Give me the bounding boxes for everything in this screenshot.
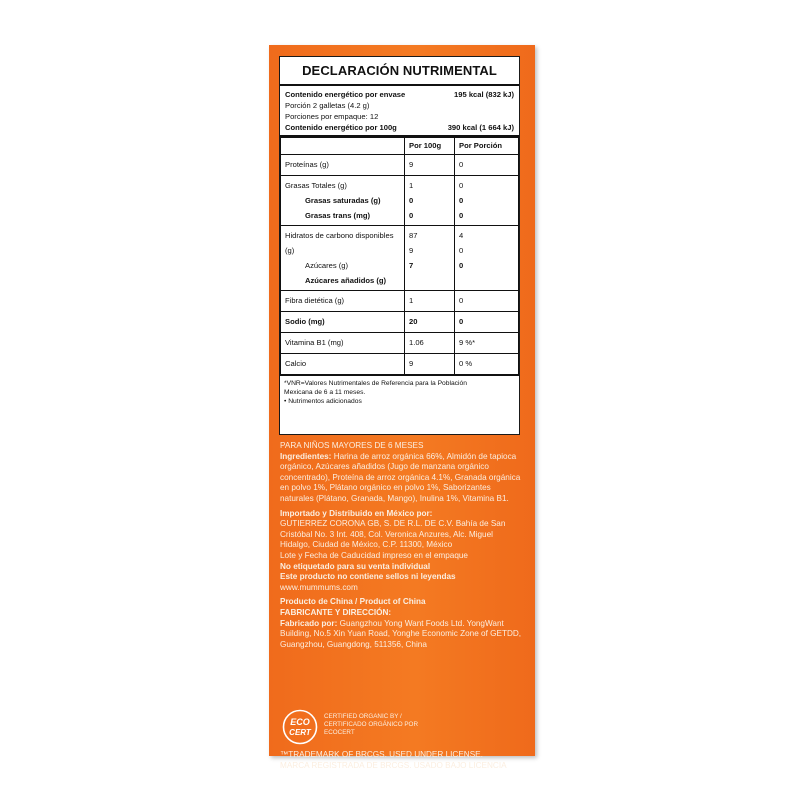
per-portion-cell [455,354,519,375]
per-100g-cell [405,155,455,176]
per-100g-cell [405,333,455,354]
origin-line: Producto de China / Product of China [280,597,426,607]
nutrient-name: Proteínas (g) [285,160,329,169]
maker-info [280,619,525,651]
nutrient-value: 0 [409,211,414,220]
nutrition-table [280,137,519,375]
table-header-row [281,138,519,155]
nutrient-value: 0 [459,181,464,190]
no-seals-line: Este producto no contiene sellos ni leyendas [280,572,456,582]
per-portion-cell [455,312,519,333]
importer-text: GUTIERREZ CORONA GB, S. DE R.L. DE C.V. Bahía de San Cristóbal No. 3 Int. 408, Col. Veronica Anzures, Alc. Miguel Hidalgo, Ciudad de México, C.P. 11300, México [280,519,506,550]
note-line: *VNR=Valores Nutrimentales de Referencia para la Población [284,380,467,387]
energy-info-label: Porción 2 galletas (4.2 g) [285,101,370,110]
trademark-block [280,750,525,771]
website-link[interactable]: www.mummums.com [280,582,358,592]
nutrient-name: Hidratos de carbono disponibles (g) [285,231,394,255]
nutrient-name: Calcio [285,359,307,368]
maker-heading: FABRICANTE Y DIRECCIÓN: [280,607,392,617]
note-line: • Nutrimentos adicionados [284,398,362,405]
header-per-100g: Por 100g [405,138,455,155]
energy-info-row [285,100,514,111]
ingredients-text: Harina de arroz orgánica 66%, Almidón de tapioca orgánico, Azúcares añadidos (Jugo de manzana orgánico concentrado), Proteína de arroz orgánica 4.1%, Granada orgánica en polvo 1%, Plátano orgánico en polvo 1%, Saborizantes naturales (Plátano, Granada, Mango), Inulina 1%, Vitamina B1. [280,451,521,503]
energy-info-row [285,111,514,122]
nutrient-name: Azúcares (g) [305,261,349,270]
per-portion-cell [455,155,519,176]
table-row [281,354,519,375]
nutrient-value: 1 [409,296,414,305]
table-row [281,176,519,226]
nutrient-value: 0 [459,317,464,326]
table-row [281,291,519,312]
energy-info-row [285,122,514,133]
nutrient-value: 0 [459,160,464,169]
nutrient-value: 0 [459,246,464,255]
per-100g-cell [405,176,455,226]
table-row [281,333,519,354]
nutrient-value: 9 [409,246,414,255]
nutrient-value: 1 [409,181,414,190]
nutrient-value: 4 [459,231,464,240]
nutrient-name-cell [281,176,405,226]
per-portion-cell [455,291,519,312]
note-line: Mexicana de 6 a 11 meses. [284,389,366,396]
ingredients-label: Ingredientes: [280,451,332,461]
nutrition-facts-box [279,56,520,435]
trademark-es: MARCA REGISTRADA DE BRCGS. USADO BAJO LICENCIA [280,760,507,770]
per-100g-cell [405,312,455,333]
energy-info-value: 195 kcal (832 kJ) [454,90,514,99]
per-portion-cell [455,226,519,291]
importer-label: Importado y Distribuido en México por: [280,508,433,518]
maker-text: Guangzhou Yong Want Foods Ltd. YongWant Building, No.5 Xin Yuan Road, Yonghe Economic Zone of GETDD, Guangzhou, Guangdong, 511356, China [280,618,522,649]
ecocert-logo-top: ECO [290,717,310,727]
energy-info-label: Contenido energético por 100g [285,123,397,132]
nutrient-name: Vitamina B1 (mg) [285,338,344,347]
trademark-en: ™TRADEMARK OF BRCGS. USED UNDER LICENSE. [280,750,483,759]
energy-info-label: Porciones por empaque: 12 [285,112,379,121]
ecocert-line: ECOCERT [324,729,355,736]
energy-info-row [285,89,514,100]
nutrient-value: 9 [409,359,414,368]
nutrient-name-cell [281,291,405,312]
nutrient-value: 0 [459,211,464,220]
per-100g-cell [405,226,455,291]
nutrient-value: 0 [459,261,464,270]
nutrient-name-cell [281,312,405,333]
nutrient-value: 0 [409,196,414,205]
ecocert-text [324,713,474,737]
lote-line: Lote y Fecha de Caducidad impreso en el empaque [280,550,468,560]
nutrient-name: Grasas saturadas (g) [305,196,381,205]
ecocert-logo-bottom: CERT [289,728,311,737]
maker-label: Fabricado por: [280,618,338,628]
nutrition-title: DECLARACIÓN NUTRIMENTAL [280,57,519,86]
nutrient-value: 7 [409,261,414,270]
nutrient-name-cell [281,354,405,375]
nutrient-name: Grasas Totales (g) [285,181,347,190]
per-portion-cell [455,333,519,354]
nutrient-name: Sodio (mg) [285,317,325,326]
table-row [281,155,519,176]
nutrient-name-cell [281,226,405,291]
nutrient-name: Grasas trans (mg) [305,211,370,220]
nutrient-value: 20 [409,317,418,326]
energy-info [280,86,519,137]
age-line: PARA NIÑOS MAYORES DE 6 MESES [280,441,424,450]
nutrient-name: Fibra dietética (g) [285,296,345,305]
nutrition-notes [280,375,519,409]
nutrient-name-cell [281,155,405,176]
product-label-panel [269,45,535,770]
nutrient-value: 0 [459,296,464,305]
per-100g-cell [405,354,455,375]
nutrient-value: 87 [409,231,418,240]
nutrient-name-cell [281,333,405,354]
ecocert-line: CERTIFICADO ORGÁNICO POR [324,721,418,728]
ingredients [280,452,525,505]
nutrient-value: 1.06 [409,338,424,347]
nutrient-value: 9 %* [459,338,476,347]
nutrient-value: 0 % [459,359,473,368]
per-portion-cell [455,176,519,226]
table-row [281,226,519,291]
ecocert-logo-icon [282,709,318,745]
nutrient-name: Azúcares añadidos (g) [305,276,387,285]
header-per-portion: Por Porción [455,138,519,155]
product-text [280,441,525,650]
nutrient-value: 9 [409,160,414,169]
per-100g-cell [405,291,455,312]
energy-info-label: Contenido energético por envase [285,90,406,99]
ecocert-line: CERTIFIED ORGANIC BY / [324,713,402,720]
nutrient-value: 0 [459,196,464,205]
not-labeled-line: No etiquetado para su venta individual [280,561,431,571]
table-row [281,312,519,333]
energy-info-value: 390 kcal (1 664 kJ) [447,123,514,132]
header-name [281,138,405,155]
